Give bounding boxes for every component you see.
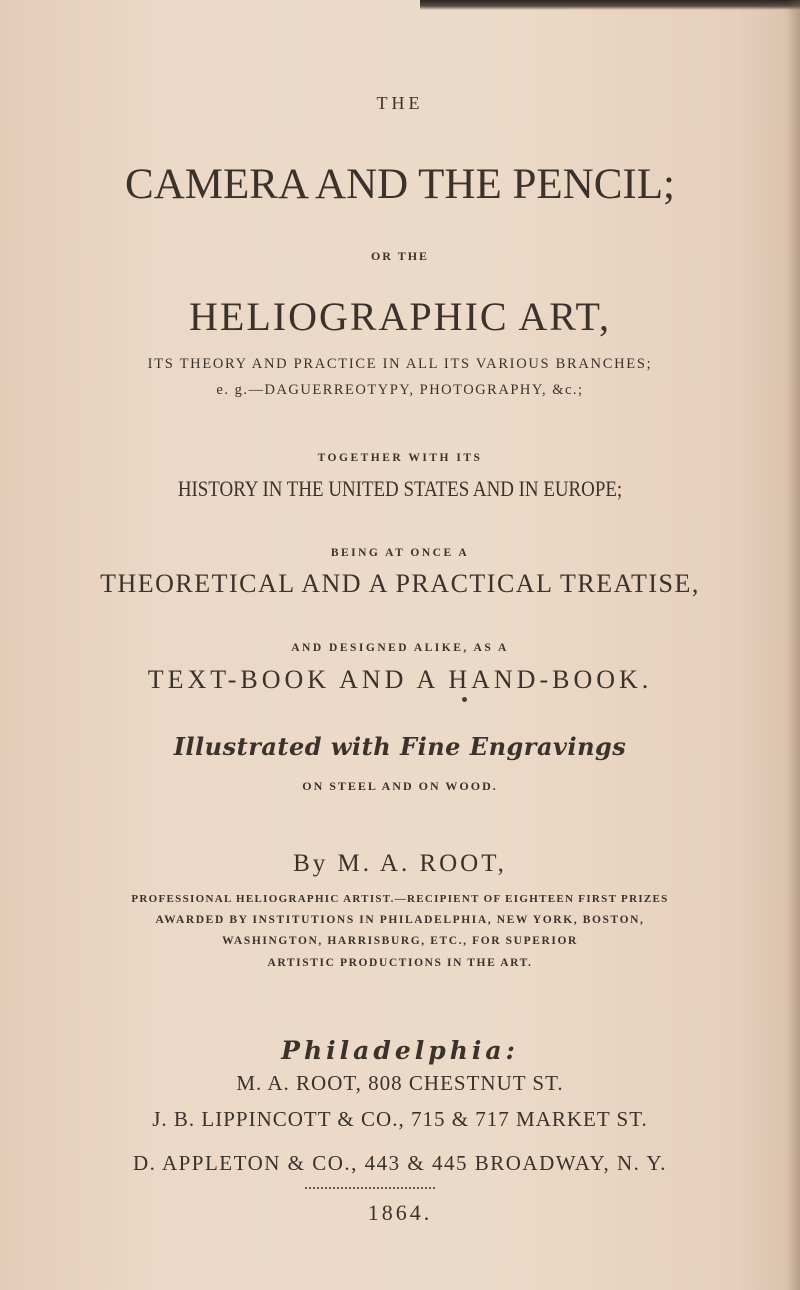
credits-line-1: PROFESSIONAL HELIOGRAPHIC ARTIST.—RECIPIENT OF EIGHTEEN FIRST PRIZES xyxy=(131,893,669,905)
or-the: OR THE xyxy=(370,249,430,263)
illustrated-line: Illustrated with Fine Engravings xyxy=(173,732,627,761)
subtitle: HELIOGRAPHIC ART, xyxy=(189,294,611,339)
year-line: 1864. xyxy=(367,1200,433,1225)
theory-line-2: e. g.—DAGUERREOTYPY, PHOTOGRAPHY, &c.; xyxy=(216,382,584,398)
treatise-line: THEORETICAL AND A PRACTICAL TREATISE, xyxy=(100,569,700,598)
together-line: TOGETHER WITH ITS xyxy=(317,452,483,464)
being-line: BEING AT ONCE A xyxy=(330,547,470,559)
author-line: By M. A. ROOT, xyxy=(293,850,507,877)
credits-line-3: WASHINGTON, HARRISBURG, ETC., FOR SUPERIOR xyxy=(222,935,578,947)
page-top-shadow xyxy=(420,0,800,10)
publisher-line-2: J. B. LIPPINCOTT & CO., 715 & 717 MARKET ST. xyxy=(152,1107,648,1131)
ink-spot xyxy=(462,697,467,702)
title-the: THE xyxy=(376,93,424,113)
publisher-line-3: D. APPLETON & CO., 443 & 445 BROADWAY, N. Y. xyxy=(132,1151,668,1175)
dotted-rule xyxy=(305,1187,435,1189)
on-steel-line: ON STEEL AND ON WOOD. xyxy=(302,779,498,793)
history-line: HISTORY IN THE UNITED STATES AND IN EUROPE; xyxy=(177,476,623,501)
credits-line-2: AWARDED BY INSTITUTIONS IN PHILADELPHIA, NEW YORK, BOSTON, xyxy=(155,914,645,926)
designed-line: AND DESIGNED ALIKE, AS A xyxy=(291,642,509,654)
textbook-line: TEXT-BOOK AND A HAND-BOOK. xyxy=(147,665,653,694)
city-line: Philadelphia: xyxy=(281,1036,519,1065)
publisher-line-1: M. A. ROOT, 808 CHESTNUT ST. xyxy=(236,1071,564,1095)
credits-line-4: ARTISTIC PRODUCTIONS IN THE ART. xyxy=(267,957,533,969)
theory-line-1: ITS THEORY AND PRACTICE IN ALL ITS VARIOUS BRANCHES; xyxy=(147,356,653,372)
main-title: CAMERA AND THE PENCIL; xyxy=(125,161,675,208)
